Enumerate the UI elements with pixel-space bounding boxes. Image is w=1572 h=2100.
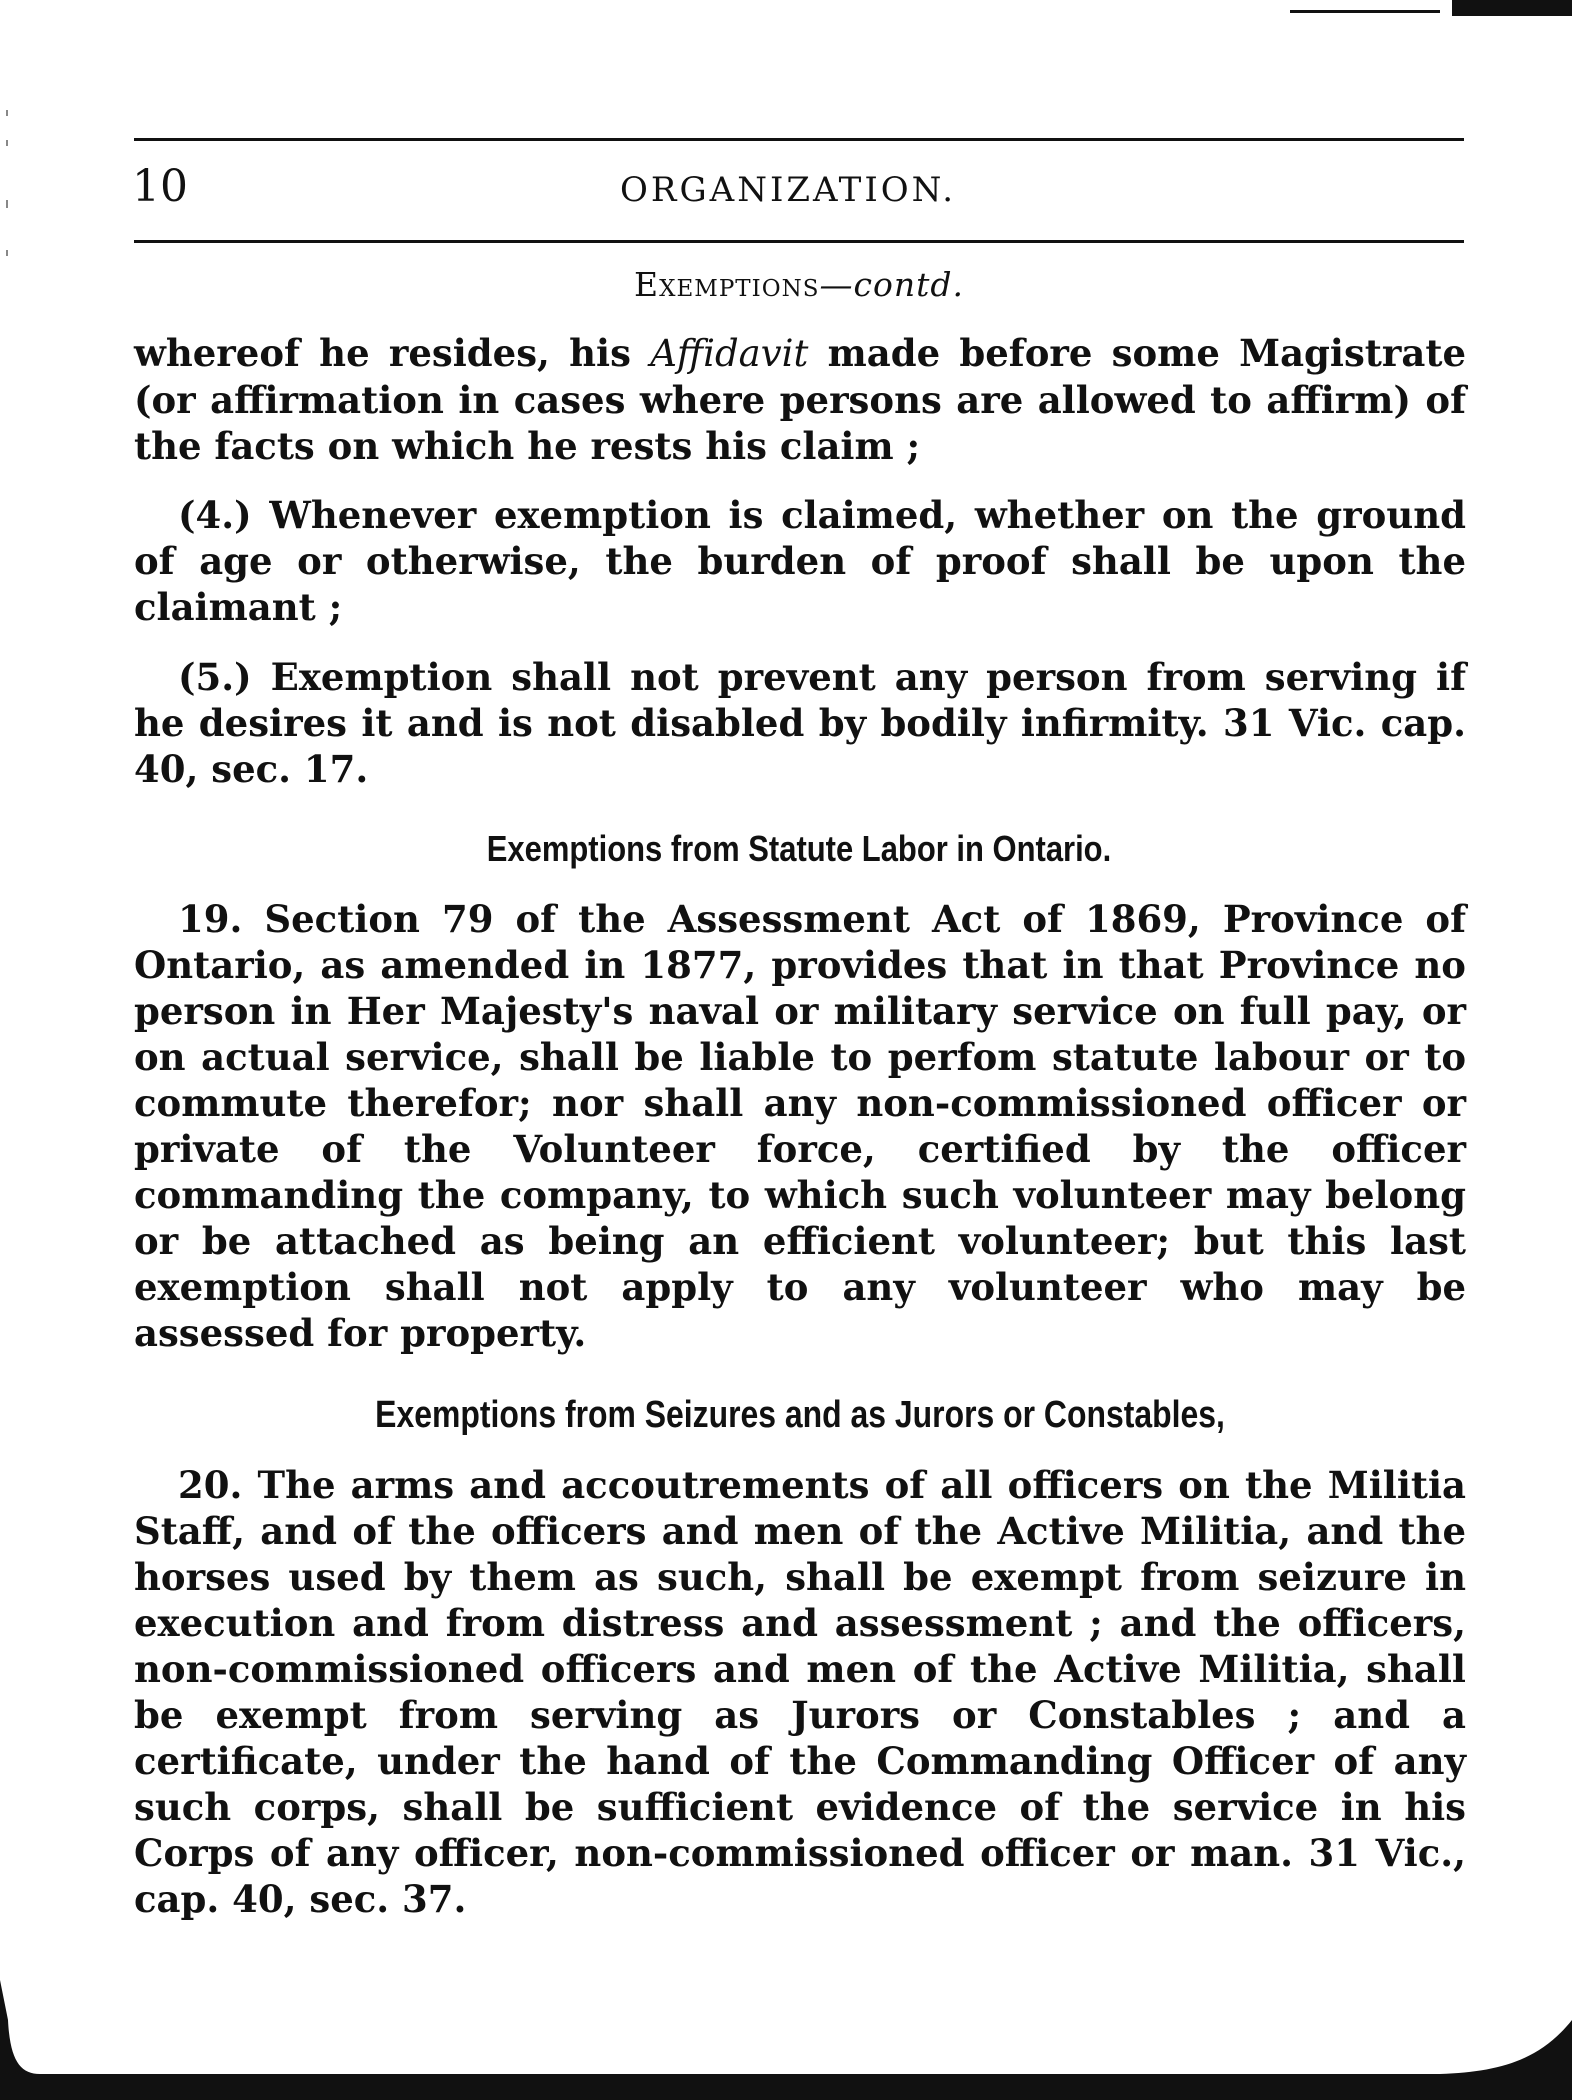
subhead-contd: —contd. <box>819 265 964 304</box>
paragraph-text: made before some Magistrate (or affirmation in cases where persons are allowed to affirm) of the facts on which he rests his claim ; <box>134 331 1466 468</box>
scan-bottom-curve <box>0 1980 1572 2100</box>
margin-specks <box>0 100 18 300</box>
paragraph-clause-4: (4.) Whenever exemption is claimed, whether on the ground of age or otherwise, the burden of proof shall be upon the claimant ; <box>134 493 1466 629</box>
scan-bottom-edge <box>0 1980 1572 2100</box>
section-subhead <box>134 264 1464 306</box>
header-bottom-rule <box>134 240 1464 243</box>
subhead-title: Exemptions <box>634 265 820 304</box>
header-top-rule <box>134 138 1464 141</box>
paragraph-text: whereof he resides, his <box>134 331 651 375</box>
scan-edge-mark <box>1290 0 1572 14</box>
paragraph-continued <box>134 330 1466 469</box>
paragraph-clause-5: (5.) Exemption shall not prevent any person from serving if he desires it and is not disabled by bodily infirmity. 31 Vic. cap. 40, sec. 17. <box>134 655 1466 791</box>
page-number: 10 <box>132 161 188 212</box>
running-head: ORGANIZATION. <box>620 170 957 210</box>
scan-edge-block <box>1452 0 1572 16</box>
scan-edge-line <box>1290 10 1440 13</box>
section-heading-seizures-jurors: Exemptions from Seizures and as Jurors or Constables, <box>375 1394 1225 1436</box>
paragraph-section-19: 19. Section 79 of the Assessment Act of 1869, Province of Ontario, as amended in 1877, provides that in that Province no person in Her Majesty's naval or military service on full pay, or on actual service, shall be liable to perfom statute labour or to commute therefor; nor shall any non-commissioned officer or private of the Volunteer force, certified by the officer commanding the company, to which such volunteer may belong or be attached as being an efficient volunteer; but this last exemption shall not apply to any volunteer who may be assessed for property. <box>134 897 1466 1355</box>
section-heading-statute-labor: Exemptions from Statute Labor in Ontario. <box>486 828 1112 869</box>
paragraph-section-20: 20. The arms and accoutrements of all officers on the Militia Staff, and of the officers and men of the Active Militia, and the horses used by them as such, shall be exempt from seizure in execution and from distress and assessment ; and the officers, non-commissioned officers and men of the Active Militia, shall be exempt from serving as Jurors or Constables ; and a certificate, under the hand of the Commanding Officer of any such corps, shall be sufficient evidence of the service in his Corps of any officer, non-commissioned officer or man. 31 Vic., cap. 40, sec. 37. <box>134 1463 1466 1921</box>
italic-term: Affidavit <box>650 332 809 375</box>
